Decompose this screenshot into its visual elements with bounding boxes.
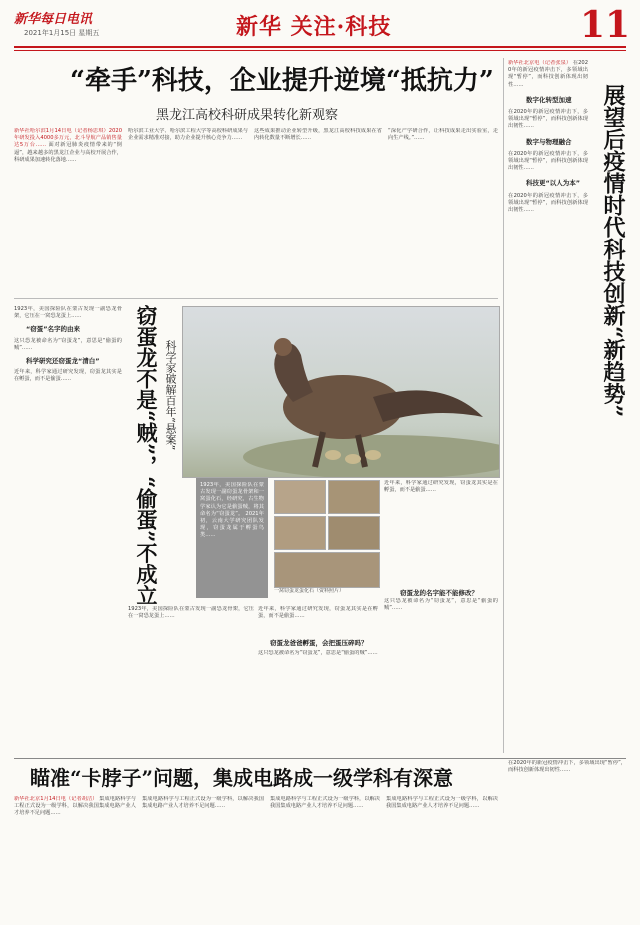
- egg-photo-caption: 一窝窃蛋龙蛋化石（资料照片）: [274, 588, 345, 594]
- dino-text-col4: 近年来，科学家通过研究发现，窃蛋龙其实是在孵蛋，而不是偷蛋……: [384, 480, 498, 494]
- header-rule-thin: [14, 50, 626, 51]
- dinosaur-illustration: [182, 306, 500, 478]
- lead-text-col1: 新华社哈尔滨1月14日电（记者杨思琪）2020年研发投入4000多万元，北斗导航产品销售量达5万台…… 面对新冠肺炎疫情带来的“倒逼”，越来越多的黑龙江企业与高校开展合作，科研成果加速转化落地……: [14, 128, 122, 163]
- egg-fossil-photo-2: [328, 480, 380, 514]
- right-headline: 展望后疫情时代科技创新“新趋势”: [600, 84, 626, 418]
- egg-fossil-photo-5: [274, 552, 380, 588]
- bottom-text-col5: 在2020年的新冠疫情冲击下，多领域出现“暂停”，而科技创新体现出韧性……: [508, 760, 626, 774]
- dino-subhead-4: 窃蛋龙爸爸孵蛋，会把蛋压碎吗？: [270, 639, 368, 647]
- bottom-text-col4: 集成电路科学与工程正式设为一级学科，以解决我国集成电路产业人才培养不足问题……: [386, 796, 498, 810]
- section-divider: [14, 298, 498, 299]
- egg-fossil-photo-4: [328, 516, 380, 550]
- lead-byline: 新华社哈尔滨1月14日电（记者杨思琪）2020年研发投入4000多万元，北斗导航产品销售量达5万台……: [14, 128, 122, 149]
- section-title: 新华 关注·科技: [236, 14, 392, 40]
- lead-text-col2: 哈尔滨工业大学、哈尔滨工程大学等高校科研成果与企业需求精准对接，助力企业提升核心竞争力……: [128, 128, 248, 142]
- bottom-text-col2: 集成电路科学与工程正式设为一级学科，以解决我国集成电路产业人才培养不足问题……: [142, 796, 264, 810]
- right-col-text: 新华社北京电（记者张泉） 在2020年的新冠疫情冲击下，多领域出现“暂停”，而科技创新体现出韧性…… 数字化转型加速 在2020年的新冠疫情冲击下，多领域出现“暂停”，而科技创新体现出韧性…… 数字与物理融合 在2020年的新冠疫情冲击下，多领域出现“暂停”，而科技创新体现出韧性…… 科技更“以人为本” 在2020年的新冠疫情冲击下，多领域出现“暂停”，而科技创新体现出韧性……: [508, 60, 588, 214]
- lead-headline: “牵手”科技，企业提升逆境“抵抗力”: [70, 66, 494, 96]
- lead-subheadline: 黑龙江高校科研成果转化新观察: [156, 108, 339, 123]
- header-rule: [14, 46, 626, 48]
- dino-subhead-3: 窃蛋龙的名字能不能修改？: [400, 589, 478, 597]
- dino-text-col5: 这只恐龙被命名为“窃蛋龙”，意思是“偷蛋的贼”……: [384, 598, 498, 612]
- right-subhead-1: 数字化转型加速: [526, 95, 572, 104]
- dino-text-col3: 近年来，科学家通过研究发现，窃蛋龙其实是在孵蛋，而不是偷蛋……: [258, 606, 378, 620]
- right-subhead-3: 科技更“以人为本”: [526, 179, 581, 188]
- page-number: 11: [580, 4, 631, 46]
- bottom-text-col3: 集成电路科学与工程正式设为一级学科，以解决我国集成电路产业人才培养不足问题……: [270, 796, 380, 810]
- masthead: [0, 0, 640, 44]
- bottom-divider: [14, 758, 626, 759]
- dino-photo-caption: 1923年，美国探险队在蒙古发现一副窃蛋龙骨架和一窝蛋化石，经研究，古生物学家认为它是偷蛋贼，将其命名为“窃蛋龙”。 2021年初，云南大学研究团队发现，窃蛋龙属于孵蛋鸟类……: [200, 482, 264, 539]
- dino-subhead-2: 科学研究还窃蛋龙“清白”: [26, 357, 100, 366]
- dino-subhead-1: “窃蛋”名字的由来: [26, 325, 81, 334]
- egg-fossil-photo-1: [274, 480, 326, 514]
- bottom-text-col1: 新华社北京1月14日电（记者胡洁） 集成电路科学与工程正式设为一级学科，以解决我国集成电路产业人才培养不足问题……: [14, 796, 136, 817]
- dino-text-col2: 1923年，美国探险队在蒙古发现一副恐龙骨架，它压在一窝恐龙蛋上……: [128, 606, 254, 620]
- dino-kicker: 科学家破解百年“悬案”: [164, 340, 177, 451]
- lead-text-col4: “深化产学研合作，让科技成果走出实验室，走向生产线。”……: [388, 128, 498, 142]
- column-divider: [503, 58, 504, 753]
- egg-fossil-photo-3: [274, 516, 326, 550]
- lead-text-col3: 这些成果推动企业转型升级，黑龙江高校科技成果在省内转化数量不断增长……: [254, 128, 382, 142]
- right-subhead-2: 数字与物理融合: [526, 137, 572, 146]
- dino-text-col1: 1923年，美国探险队在蒙古发现一副恐龙骨架，它压在一窝恐龙蛋上…… “窃蛋”名字的由来 这只恐龙被命名为“窃蛋龙”，意思是“偷蛋的贼”…… 科学研究还窃蛋龙“清白” 近年来，科学家通过研究发现，窃蛋龙其实是在孵蛋，而不是偷蛋……: [14, 306, 122, 383]
- dino-headline: 窃蛋龙不是“贼”，“偷蛋”不成立: [134, 305, 159, 606]
- bottom-headline: 瞄准“卡脖子”问题，集成电路成一级学科有深意: [30, 766, 454, 790]
- dino-text-col3b: 这只恐龙被命名为“窃蛋龙”，意思是“偷蛋的贼”……: [258, 650, 378, 656]
- issue-date: 2021年1月15日 星期五: [24, 29, 100, 37]
- dinosaur-drawing: [183, 307, 499, 477]
- brand-logo: 新华每日电讯: [14, 12, 93, 27]
